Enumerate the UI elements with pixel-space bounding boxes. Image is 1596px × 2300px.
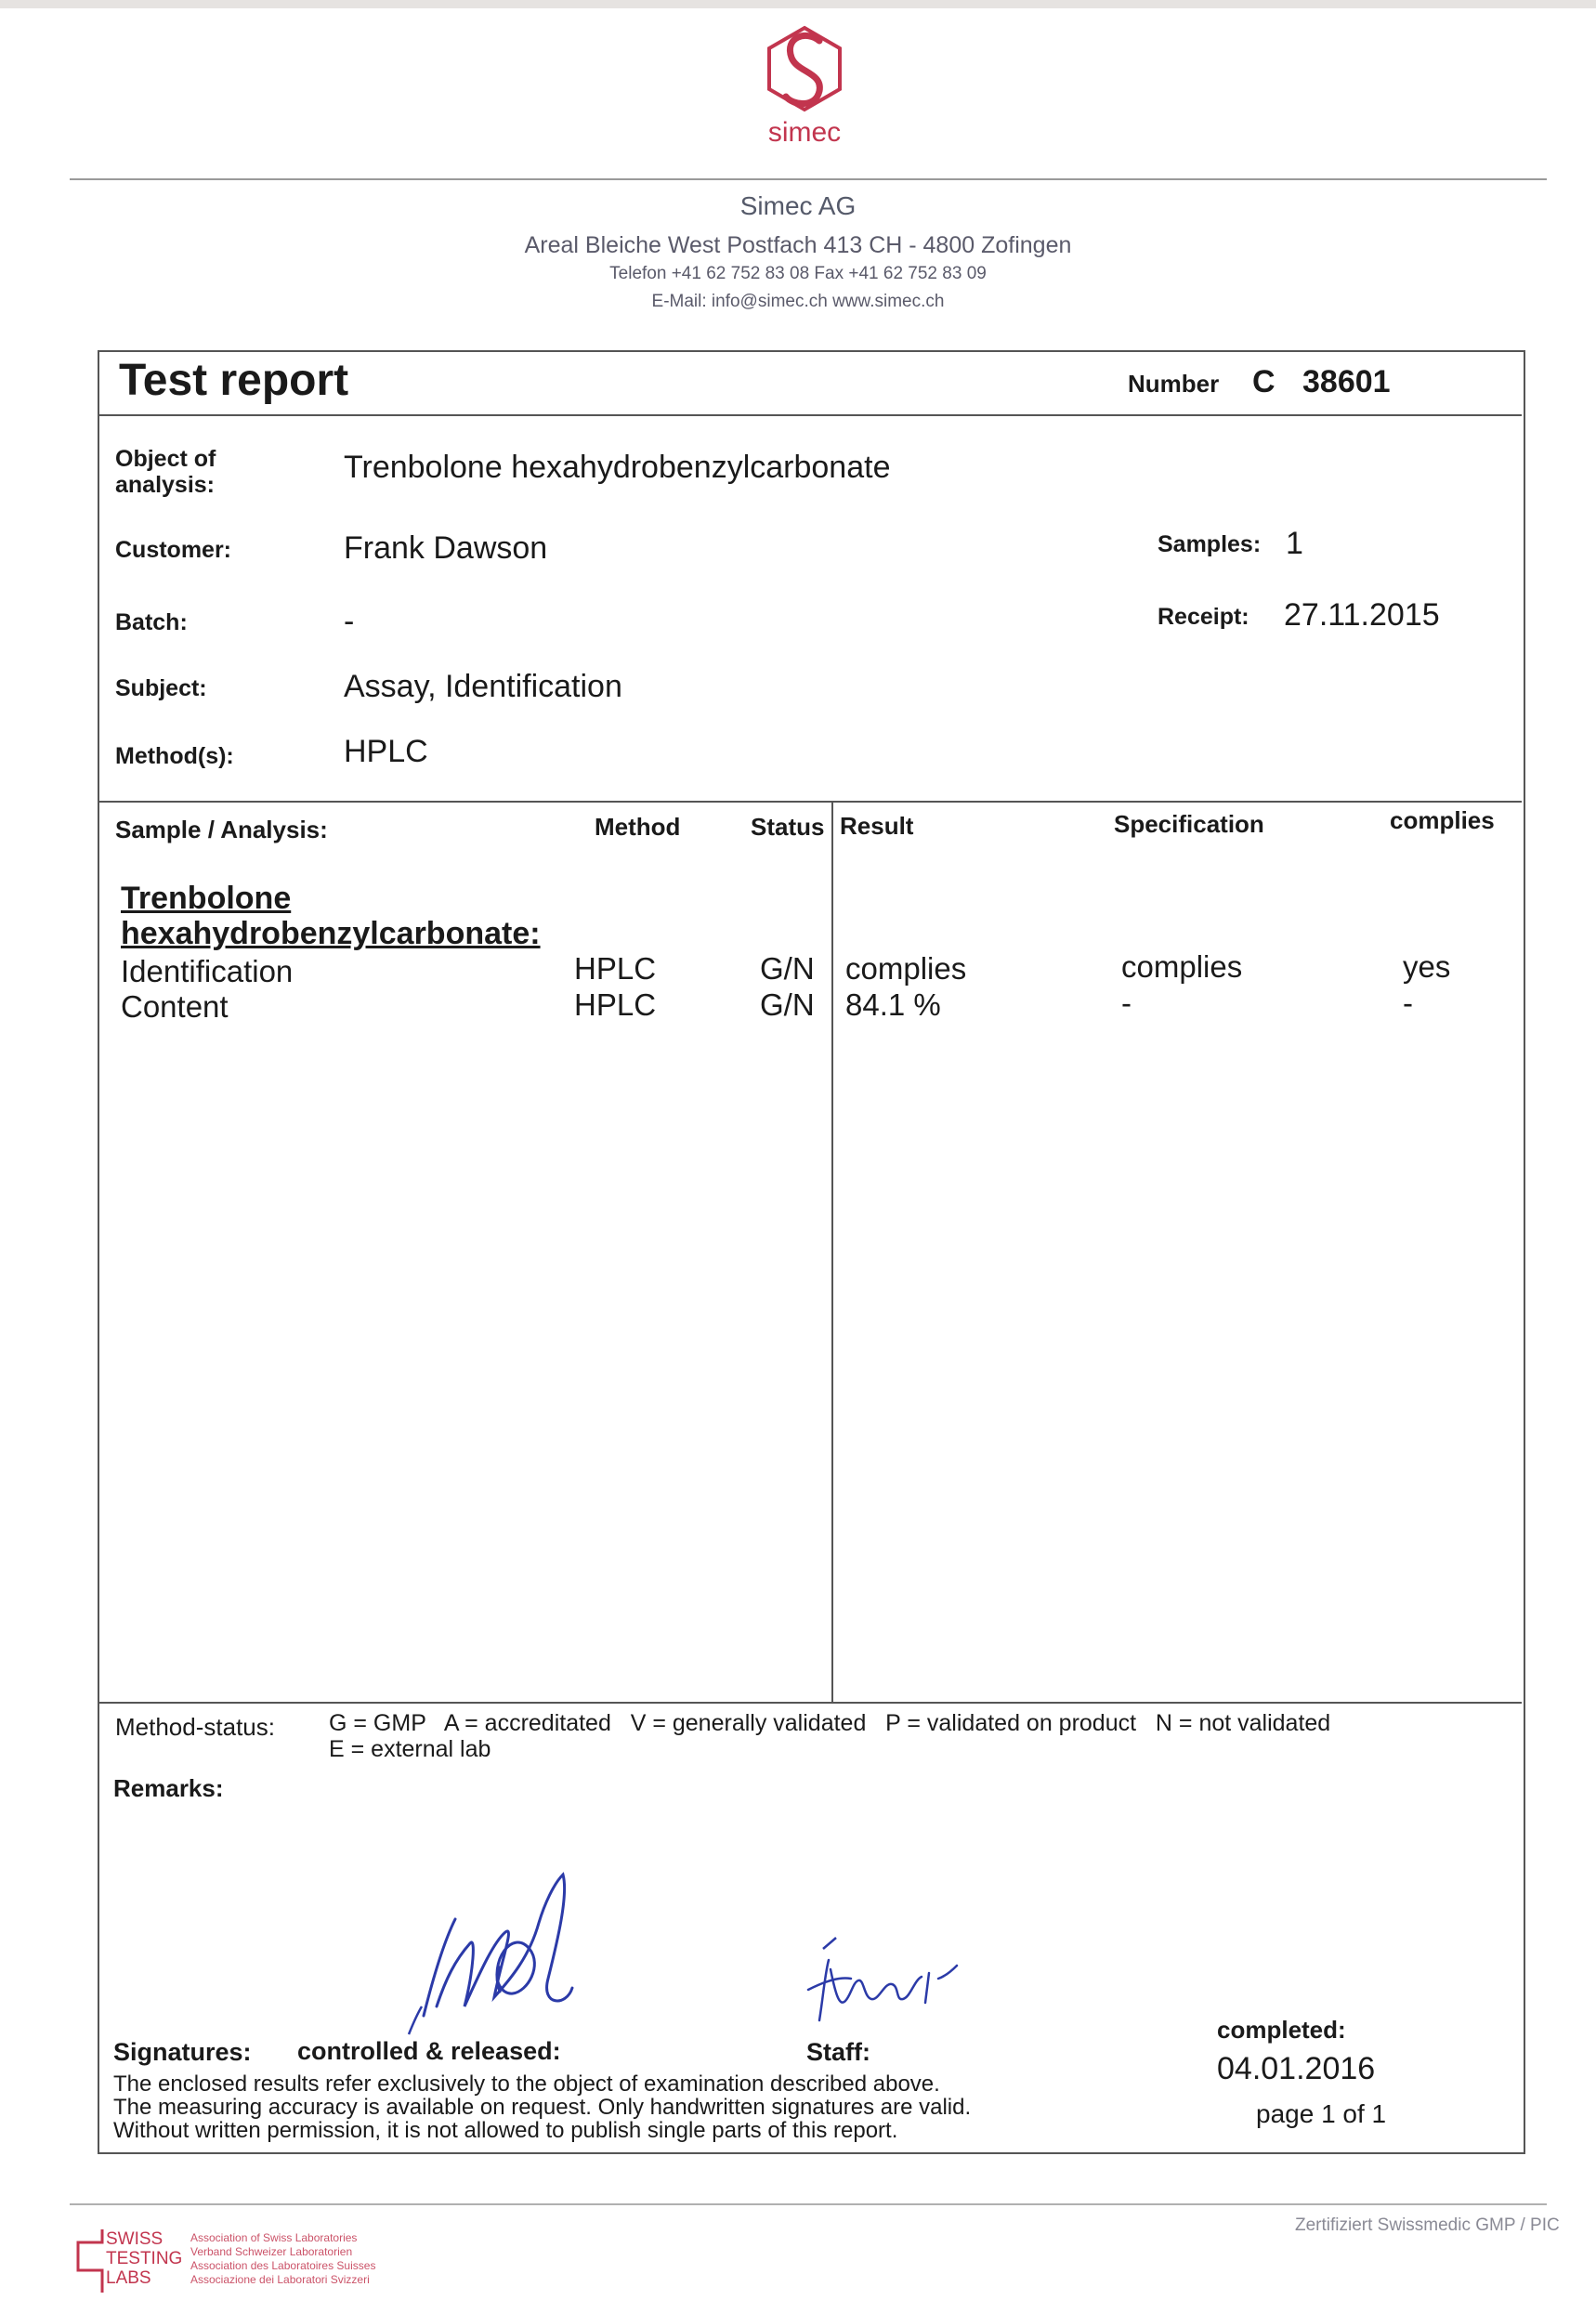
col-header-complies: complies [1390,806,1495,834]
certification-text: Zertifiziert Swissmedic GMP / PIC [1295,2215,1560,2235]
stl-line1: SWISS [106,2229,164,2249]
company-phone: Telefon +41 62 752 83 08 Fax +41 62 752 83 09 [609,264,987,283]
row1-result: complies [845,951,967,986]
object-value: Trenbolone hexahydrobenzylcarbonate [344,450,891,485]
company-name: Simec AG [739,191,857,220]
footer-divider [70,2203,1547,2205]
header-divider [70,178,1547,180]
table-bottom-divider [99,1702,1522,1704]
batch-value: - [344,604,355,639]
method-status-legend: G = GMP A = accreditated V = generally validated P = validated on product N = not validated [329,1710,1331,1736]
col-header-result: Result [840,812,914,840]
controlled-signature [390,1867,595,2053]
simec-logo [758,20,851,160]
number-label: Number [1128,370,1220,398]
swiss-testing-labs-logo [74,2226,186,2300]
top-edge [0,0,1596,8]
col-header-method: Method [595,813,681,841]
company-contact: E-Mail: info@simec.ch www.simec.ch [651,292,945,311]
staff-label: Staff: [806,2038,870,2066]
row2-specification: - [1121,986,1132,1020]
customer-label: Customer: [115,537,232,563]
number-prefix: C [1252,364,1275,399]
row1-complies: yes [1403,949,1451,984]
association-names [190,2231,375,2287]
substance-name-line2: hexahydrobenzylcarbonate: [121,916,541,951]
signatures-label: Signatures: [113,2038,252,2066]
disclaimer-line2: The measuring accuracy is available on request. Only handwritten signatures are valid. [113,2095,972,2120]
methods-value: HPLC [344,734,428,769]
row1-method: HPLC [574,951,657,986]
batch-label: Batch: [115,609,188,635]
info-divider [99,801,1522,803]
report-title: Test report [119,356,349,405]
page-info: page 1 of 1 [1256,2099,1387,2128]
row2-complies: - [1403,986,1413,1020]
staff-signature [799,1932,966,2025]
disclaimer-line1: The enclosed results refer exclusively to the object of examination described above. [113,2071,940,2097]
disclaimer-line3: Without written permission, it is not allowed to publish single parts of this report. [113,2118,898,2143]
col-header-specification: Specification [1114,810,1264,838]
assoc-line2: Verband Schweizer Laboratorien [190,2245,353,2258]
receipt-value: 27.11.2015 [1284,597,1440,633]
company-address: Areal Bleiche West Postfach 413 CH - 4800 Zofingen [524,232,1072,258]
completed-date: 04.01.2016 [1217,2051,1376,2086]
result-column-divider [831,803,833,1702]
row1-analysis: Identification [121,954,294,988]
substance-name-line1: Trenbolone [121,881,292,916]
receipt-label: Receipt: [1158,604,1249,630]
number-value: 38601 [1302,364,1391,399]
remarks-label: Remarks: [113,1774,224,1802]
method-status-external: E = external lab [329,1736,491,1762]
stl-line3: LABS [106,2268,151,2288]
controlled-released-label: controlled & released: [297,2037,561,2065]
row2-status: G/N [760,987,815,1022]
logo-text: simec [767,117,842,148]
row1-specification: complies [1121,949,1243,984]
methods-label: Method(s): [115,743,234,769]
row2-method: HPLC [574,987,657,1022]
col-header-sample: Sample / Analysis: [115,816,328,843]
samples-value: 1 [1286,526,1303,561]
row2-analysis: Content [121,989,229,1024]
samples-label: Samples: [1158,531,1262,557]
method-status-label: Method-status: [115,1713,275,1741]
assoc-line4: Associazione dei Laboratori Svizzeri [190,2273,370,2286]
assoc-line3: Association des Laboratoires Suisses [190,2259,376,2272]
assoc-line1: Association of Swiss Laboratories [190,2231,358,2244]
subject-label: Subject: [115,675,207,701]
row2-result: 84.1 % [845,987,941,1022]
customer-value: Frank Dawson [344,530,548,566]
subject-value: Assay, Identification [344,669,622,704]
object-label: Object of analysis: [115,446,216,498]
title-divider [99,414,1522,416]
completed-label: completed: [1217,2016,1346,2044]
col-header-status: Status [751,813,825,841]
stl-line2: TESTING [106,2249,183,2268]
row1-status: G/N [760,951,815,986]
